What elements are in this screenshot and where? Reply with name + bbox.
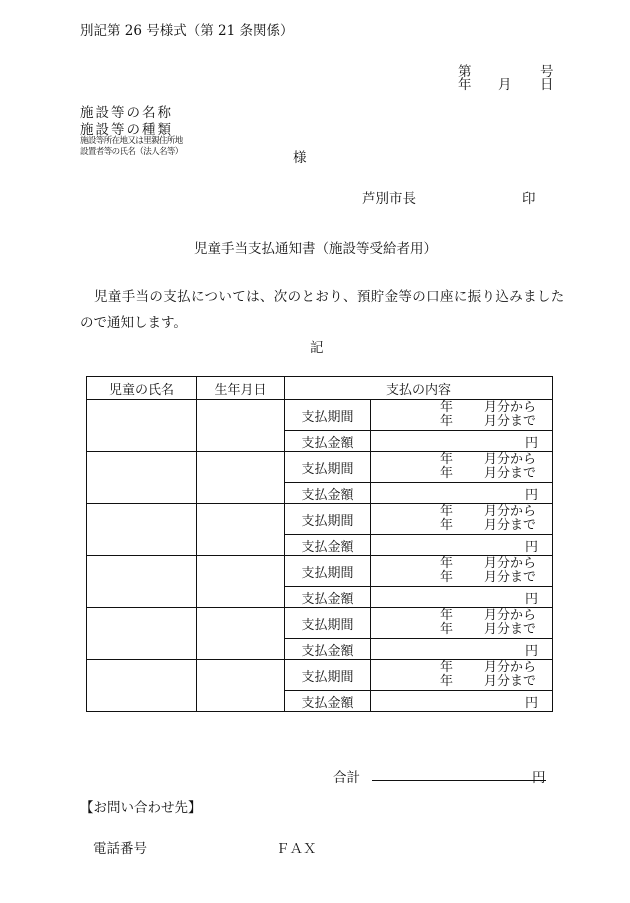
year-mark: 年 <box>440 452 454 467</box>
period-label: 支払期間 <box>285 608 371 639</box>
total-yen: 円 <box>532 770 546 786</box>
period-label: 支払期間 <box>285 400 371 431</box>
period-value <box>371 400 553 431</box>
period-value <box>371 660 553 691</box>
table-row <box>87 504 553 535</box>
contact-heading: 【お問い合わせ先】 <box>80 800 202 816</box>
to-mark: 月分まで <box>484 518 537 533</box>
payment-table <box>86 376 553 712</box>
year-mark: 年 <box>440 504 454 519</box>
child-name-cell <box>87 660 197 712</box>
birthdate-cell <box>197 504 285 556</box>
from-mark: 月分から <box>484 660 537 675</box>
form-reference: 別記第 26 号様式（第 21 条関係） <box>80 23 294 39</box>
year-mark: 年 <box>440 622 454 637</box>
period-label: 支払期間 <box>285 660 371 691</box>
birthdate-cell <box>197 660 285 712</box>
header-payment-content: 支払の内容 <box>285 377 553 400</box>
yen-mark: 円 <box>525 591 539 607</box>
facility-name-label: 施設等の名称 <box>80 105 173 121</box>
fax-label: ＦＡＸ <box>276 841 317 857</box>
year-mark: 年 <box>440 660 454 675</box>
document-title: 児童手当支払通知書（施設等受給者用） <box>194 241 437 257</box>
amount-label: 支払金額 <box>285 535 371 556</box>
year-mark: 年 <box>440 674 454 689</box>
table-header-row <box>87 377 553 400</box>
child-name-cell <box>87 608 197 660</box>
from-mark: 月分から <box>484 452 537 467</box>
year-mark: 年 <box>440 608 454 623</box>
yen-mark: 円 <box>525 695 539 711</box>
total-underline <box>372 780 546 781</box>
from-mark: 月分から <box>484 608 537 623</box>
amount-label: 支払金額 <box>285 483 371 504</box>
period-label: 支払期間 <box>285 556 371 587</box>
yen-mark: 円 <box>525 487 539 503</box>
child-name-cell <box>87 504 197 556</box>
child-name-cell <box>87 452 197 504</box>
birthdate-cell <box>197 400 285 452</box>
yen-mark: 円 <box>525 539 539 555</box>
amount-value <box>371 431 553 452</box>
year-mark: 年 <box>440 570 454 585</box>
to-mark: 月分まで <box>484 466 537 481</box>
number-go: 号 <box>540 64 554 80</box>
table-row <box>87 608 553 639</box>
ki-marker: 記 <box>310 340 324 356</box>
to-mark: 月分まで <box>484 570 537 585</box>
year-mark: 年 <box>440 414 454 429</box>
period-label: 支払期間 <box>285 452 371 483</box>
address-label: 施設等所在地又は里親住所地 <box>80 136 183 146</box>
header-birthdate: 生年月日 <box>197 377 285 400</box>
yen-mark: 円 <box>525 643 539 659</box>
seal-mark: 印 <box>522 191 536 207</box>
table-row <box>87 400 553 431</box>
honorific-sama: 様 <box>293 150 307 166</box>
amount-value <box>371 587 553 608</box>
from-mark: 月分から <box>484 504 537 519</box>
header-child-name: 児童の氏名 <box>87 377 197 400</box>
amount-label: 支払金額 <box>285 431 371 452</box>
child-name-cell <box>87 556 197 608</box>
year-mark: 年 <box>440 400 454 415</box>
period-value <box>371 452 553 483</box>
birthdate-cell <box>197 452 285 504</box>
period-value <box>371 608 553 639</box>
body-line-2: ので通知します。 <box>80 315 187 331</box>
date-day: 日 <box>540 77 554 93</box>
date-month: 月 <box>498 77 512 93</box>
total-label: 合計 <box>333 770 360 786</box>
amount-label: 支払金額 <box>285 639 371 660</box>
amount-value <box>371 535 553 556</box>
to-mark: 月分まで <box>484 674 537 689</box>
amount-value <box>371 639 553 660</box>
year-mark: 年 <box>440 466 454 481</box>
period-label: 支払期間 <box>285 504 371 535</box>
body-line-1: 児童手当の支払については、次のとおり、預貯金等の口座に振り込みました <box>94 289 565 305</box>
mayor-title: 芦別市長 <box>362 191 416 207</box>
to-mark: 月分まで <box>484 414 537 429</box>
from-mark: 月分から <box>484 556 537 571</box>
child-name-cell <box>87 400 197 452</box>
period-value <box>371 556 553 587</box>
table-row <box>87 452 553 483</box>
table-row <box>87 660 553 691</box>
amount-label: 支払金額 <box>285 587 371 608</box>
birthdate-cell <box>197 556 285 608</box>
amount-value <box>371 483 553 504</box>
amount-value <box>371 691 553 712</box>
date-year: 年 <box>458 77 472 93</box>
facility-type-label: 施設等の種類 <box>80 122 173 138</box>
number-dai: 第 <box>458 64 472 80</box>
birthdate-cell <box>197 608 285 660</box>
yen-mark: 円 <box>525 435 539 451</box>
from-mark: 月分から <box>484 400 537 415</box>
period-value <box>371 504 553 535</box>
phone-label: 電話番号 <box>93 841 147 857</box>
table-row <box>87 556 553 587</box>
year-mark: 年 <box>440 518 454 533</box>
to-mark: 月分まで <box>484 622 537 637</box>
year-mark: 年 <box>440 556 454 571</box>
amount-label: 支払金額 <box>285 691 371 712</box>
owner-label: 設置者等の氏名（法人名等） <box>80 147 183 157</box>
